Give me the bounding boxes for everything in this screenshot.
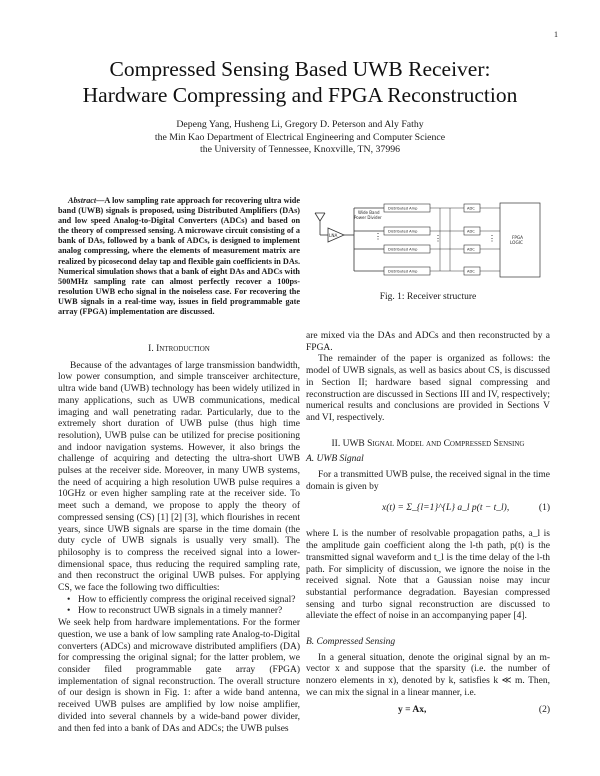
title-line-2: Hardware Compressing and FPGA Reconstruction [82, 83, 518, 107]
abstract-label: Abstract [68, 196, 97, 205]
intro-paragraph-1: Because of the advantages of large transmission bandwidth, low power consumption, and simple transceiver architecture, ultra wide band (UWB) technology has been widely utilized in many applications, such as UWB communications, medical imaging and wall penetrating radar. Particularly, due to the extremely short duration of UWB pulse (thus high time resolution), UWB pulse can be utilized for precise positioning and indoor navigation systems. However, it also brings the challenge of acquiring and detecting the ultra-short UWB pulses at the receiver side. Moreover, in many UWB systems, the need of acquiring a high resolution UWB pulse requires a 10GHz or even higher sampling rate at the receiver side. To meet such a demand, we propose to apply the theory of compressed sensing (CS) [1] [2] [3], which flourishes in recent years, since UWB signals are sparse in the time domain (the duty cycle of UWB signals is usually very small). The philosophy is to compress the received signal into a lower-dimensional space, thus reducing the required sampling rate, and then reconstruct the original UWB pulses. For applying CS, we face the following two difficulties: [58, 360, 300, 594]
author-names: Depeng Yang, Husheng Li, Gregory D. Peterson and Aly Fathy [176, 119, 424, 130]
da-label: Distributed Amp [388, 206, 418, 211]
intro-paragraph-2: We seek help from hardware implementations. For the former question, we use a bank of low sampling rate Analog-to-Digital converters (ADCs) and microwave distributed amplifiers (DA) for compressing the original signal; for the latter problem, we consider filed programmable gate array (FPGA) implementation of signal reconstruction. The overall structure of our design is shown in Fig. 1: after a wide band antenna, received UWB pulses are amplified by low noise amplifier, divided into several channels by a wide-band power divider, and then fed into a bank of DAs and ADCs; the UWB pulses [58, 618, 300, 734]
power-divider [354, 208, 384, 271]
section-2b-paragraph: In a general situation, denote the original signal by an m-vector x and suppose that the sparsity (i.e. the number of nonzero elements in x), denoted by k, satisfies k ≪ m. Then, we can mix the signal in a linear manner, i.e. [306, 652, 550, 698]
section-2a-paragraph-2: where L is the number of resolvable propagation paths, a_l is the amplitude gain coefficient along the l-th path, p(t) is the transmitted signal waveform and t_l is the time delay of the l-th path. For simplicity of discussion, we ignore the noise in the received signal. Note that a Gaussian noise may incur substantial performance degradation. Bayesian compressed sensing and turbo signal reconstruction are discussed to alleviate the effect of noise in an accompanying paper [4]. [306, 529, 550, 622]
difficulty-list [58, 595, 300, 618]
section-2-heading: II. UWB Signal Model and Compressed Sensing [331, 438, 525, 449]
adc-label: ADC [467, 269, 475, 274]
da-bank [384, 204, 430, 275]
intro-section [58, 344, 300, 735]
subsection-a-heading: A. UWB Signal [306, 454, 364, 465]
intro-paragraph-2-cont: are mixed via the DAs and ADCs and then reconstructed by a FPGA. [306, 331, 550, 353]
adc-label: ADC [467, 247, 475, 252]
adc-label: ADC [467, 229, 475, 234]
equation-2 [306, 700, 550, 720]
intro-paragraph-3: The remainder of the paper is organized as follows: the model of UWB signals, as well as basics about CS, is discussed in Section II; hardware based signal compressing and reconstruction are discussed in Sections III and IV, respectively; numerical results and conclusions are provided in Sections V and VI, respectively. [306, 354, 550, 423]
divider-label-1: Wide Band [358, 210, 380, 215]
antenna-icon [315, 213, 328, 235]
author-university: the University of Tennessee, Knoxville, TN, 37996 [199, 144, 401, 155]
ellipsis-dots: ⋮ [488, 234, 496, 243]
section-2a-paragraph: For a transmitted UWB pulse, the received signal in the time domain is given by [306, 470, 550, 492]
equation-1 [306, 493, 550, 529]
list-item: • How to reconstruct UWB signals in a timely manner? [76, 606, 300, 618]
paper-title [0, 56, 600, 108]
author-block [0, 119, 600, 157]
receiver-structure-figure [312, 201, 544, 283]
title-line-1: Compressed Sensing Based UWB Receiver: [109, 57, 491, 81]
divider-label-2: Power Divider [354, 215, 382, 220]
adc-bank [464, 204, 480, 275]
equation-1-number: (1) [538, 503, 550, 514]
lna-label: LNA [329, 233, 338, 238]
equation-2-body: y = Ax, [398, 704, 427, 715]
fpga-block [500, 203, 540, 277]
intro-heading: I. Introduction [148, 344, 210, 354]
list-item: • How to efficiently compress the original received signal? [76, 595, 300, 607]
right-column-text [306, 331, 550, 720]
ellipsis-dots: ⋮ [374, 232, 382, 241]
page-number: 1 [554, 30, 558, 39]
ellipsis-dots: ⋮ [434, 234, 442, 243]
subsection-b-heading: B. Compressed Sensing [306, 637, 396, 648]
lna-block [328, 228, 344, 242]
equation-2-number: (2) [538, 704, 550, 715]
adc-label: ADC [467, 206, 475, 211]
da-label: Distributed Amp [388, 269, 418, 274]
da-label: Distributed Amp [388, 229, 418, 234]
fpga-label: FPGA [512, 235, 524, 240]
author-department: the Min Kao Department of Electrical Engineering and Computer Science [154, 131, 446, 143]
figure-caption: Fig. 1: Receiver structure [379, 292, 477, 302]
da-label: Distributed Amp [388, 247, 418, 252]
abstract-text: —A low sampling rate approach for recovering ultra wide band (UWB) signals is proposed, using Distributed Amplifiers (DAs) and low speed Analog-to-Digital Converters (ADCs) and based on the theory of compressed sensing. A microwave circuit consisting of a bank of DAs, followed by a bank of ADCs, is designed to implement analog compressing, where the elements of measurement matrix are realized by picosecond delay tap and flexible gain coefficients in DAs. Numerical simulation shows that a bank of eight DAs and ADCs with 500MHz sampling rate can almost perfectly recover a 100ps-resolution UWB echo signal in the noiseless case. For recovering the UWB signals in a real-time way, issues in field programmable gate array (FPGA) implementation are discussed. [58, 196, 300, 317]
logic-label: LOGIC [510, 240, 523, 245]
equation-1-body: x(t) = Σ_{l=1}^{L} a_l p(t − t_l), [382, 503, 510, 514]
abstract [58, 196, 300, 317]
